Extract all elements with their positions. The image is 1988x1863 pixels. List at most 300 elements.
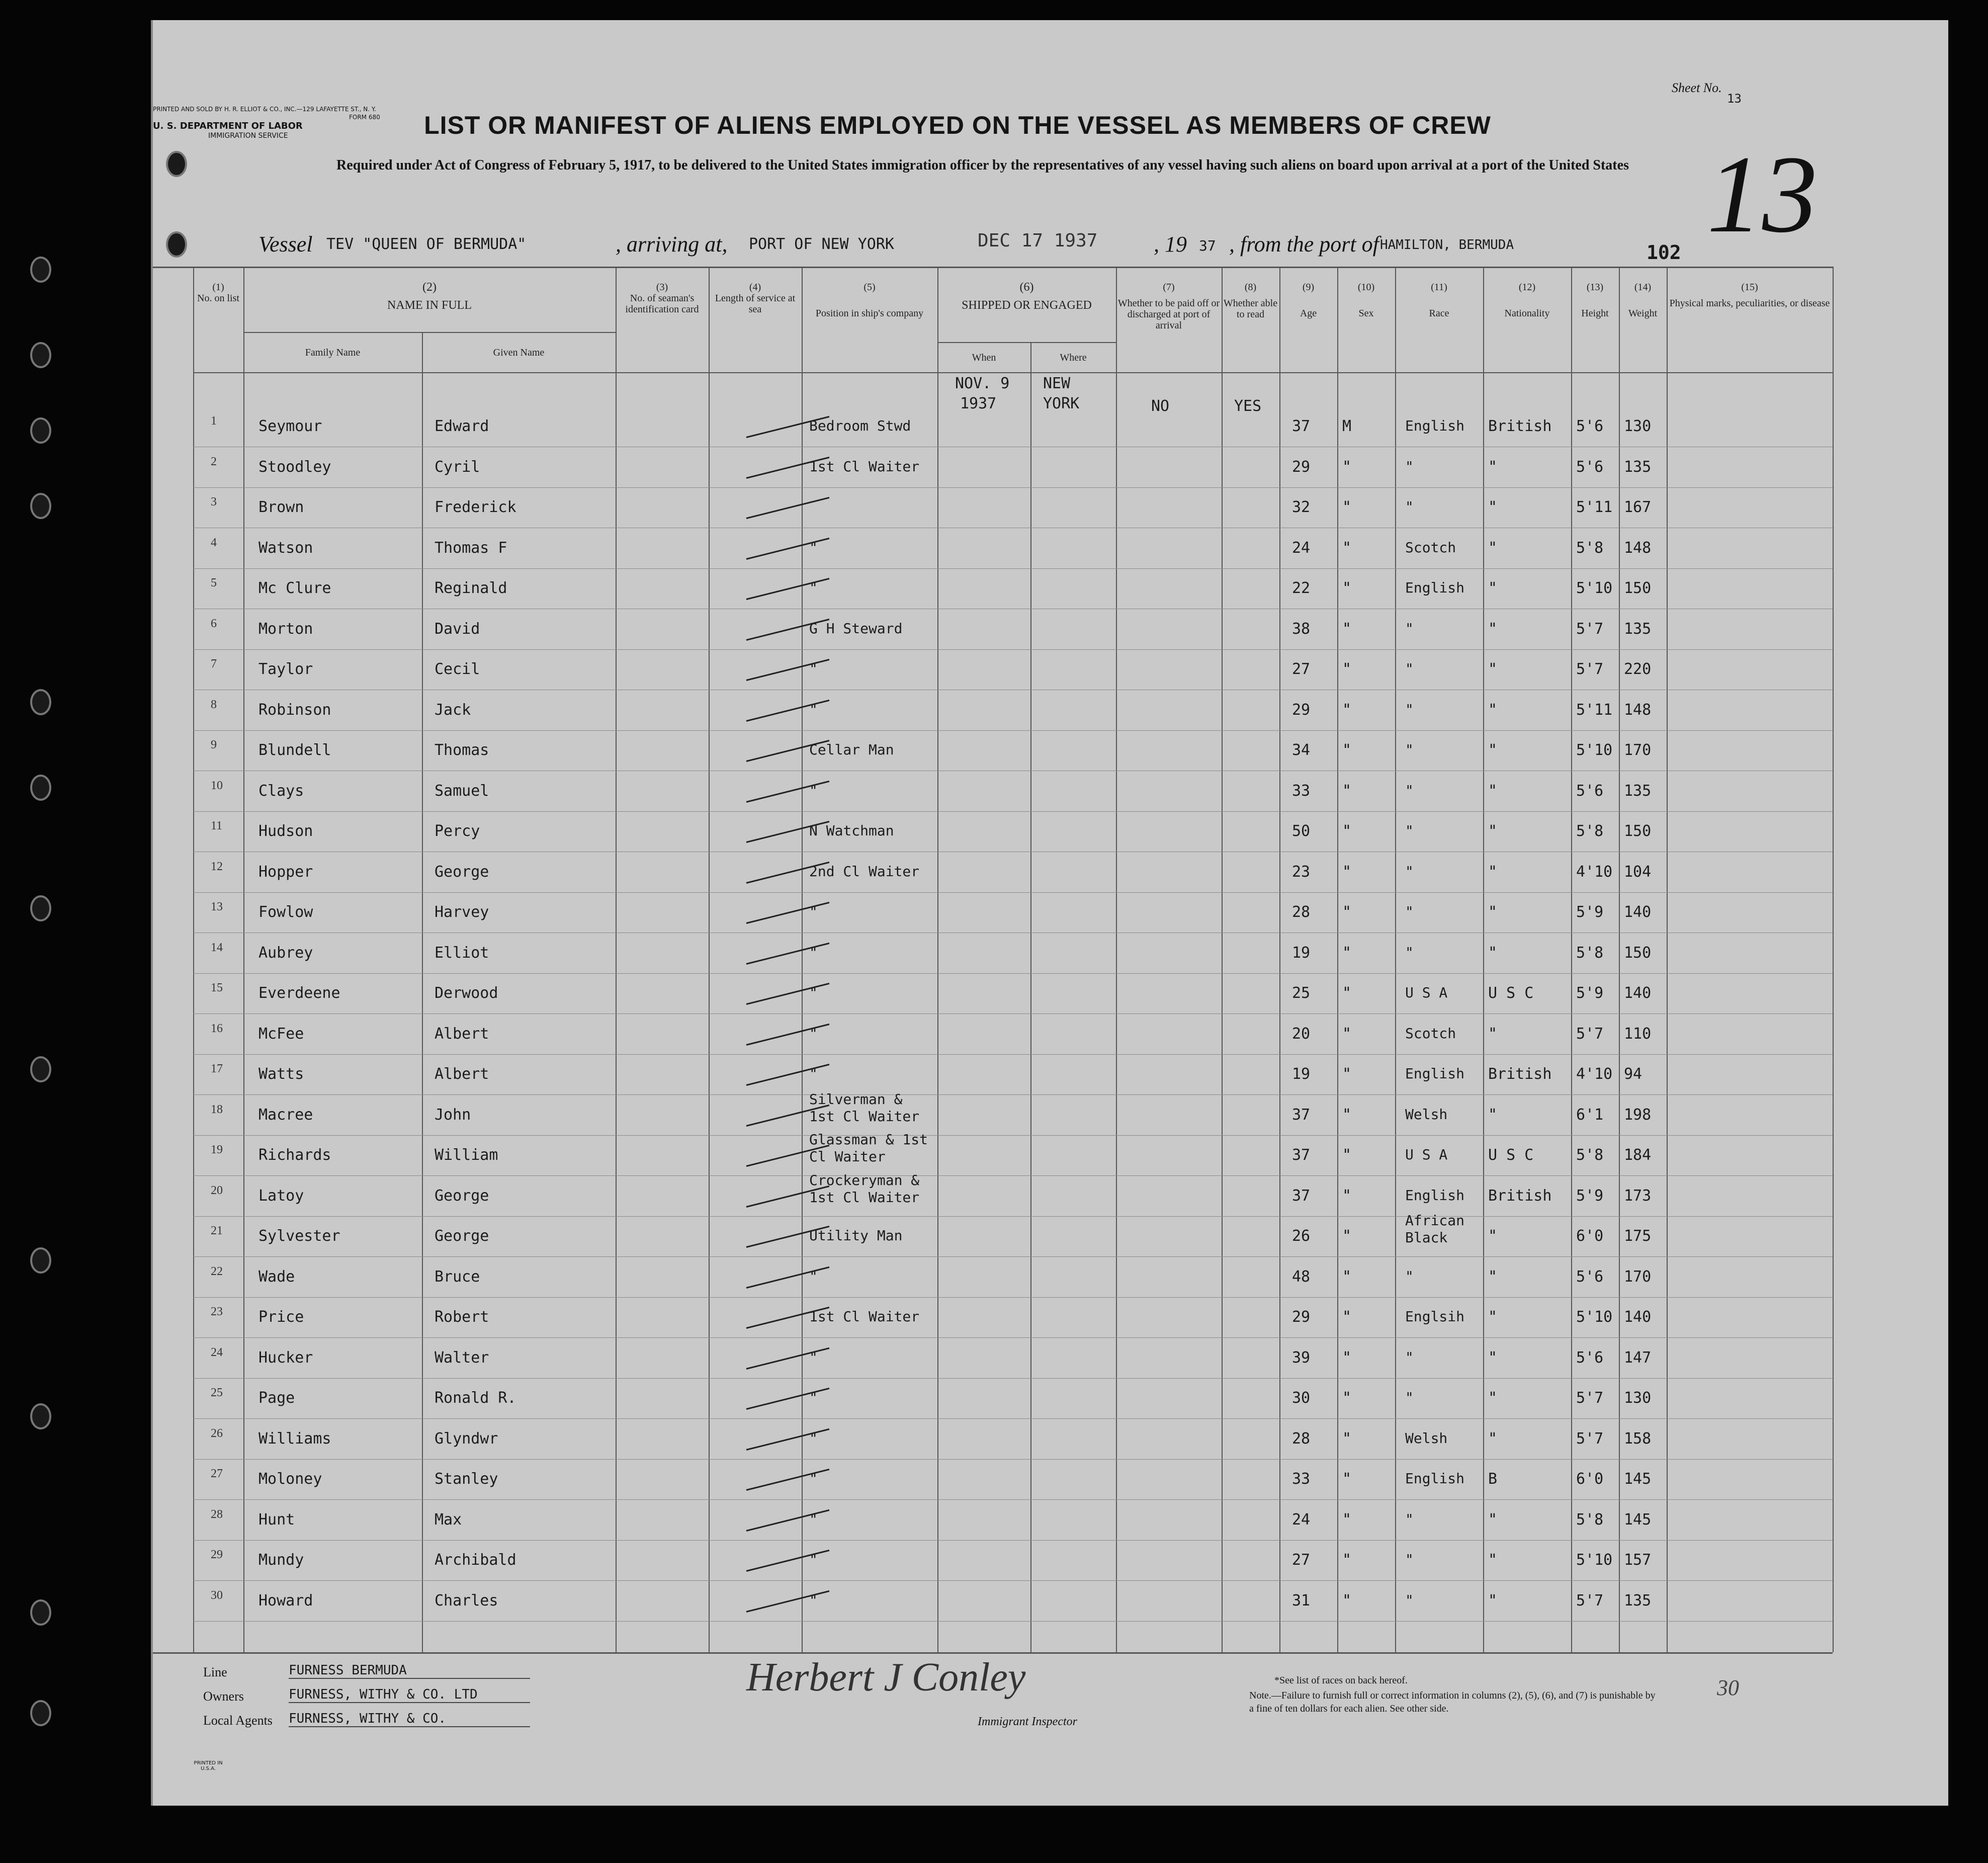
- department: U. S. DEPARTMENT OF LABOR: [153, 121, 303, 131]
- height: 5'8: [1576, 539, 1604, 557]
- col-divider-7: [1116, 267, 1117, 1652]
- family-name: Price: [258, 1308, 304, 1326]
- shipped-where-line1: NEW: [1043, 375, 1071, 392]
- family-name: Mc Clure: [258, 579, 331, 597]
- shipped-sub-rule: [937, 342, 1116, 343]
- sex: ": [1342, 701, 1352, 719]
- weight: 140: [1624, 1308, 1652, 1326]
- age: 29: [1292, 701, 1311, 719]
- race: Welsh: [1405, 1106, 1448, 1123]
- weight: 198: [1624, 1106, 1652, 1124]
- subcol-when: When: [972, 352, 996, 363]
- nationality: ": [1488, 1348, 1498, 1367]
- binder-hole: [30, 493, 51, 519]
- page-title: LIST OR MANIFEST OF ALIENS EMPLOYED ON THE VESSEL AS MEMBERS OF CREW: [424, 111, 1491, 139]
- printer-line: PRINTED AND SOLD BY H. R. ELLIOT & CO., INC.—129 LAFAYETTE ST., N. Y.: [153, 106, 376, 113]
- family-name: Page: [258, 1389, 295, 1407]
- nationality: ": [1488, 701, 1498, 719]
- row-number: 16: [211, 1022, 223, 1035]
- given-name: Samuel: [435, 782, 489, 800]
- race: African Black: [1405, 1212, 1465, 1246]
- height: 5'7: [1576, 620, 1604, 638]
- height: 5'8: [1576, 1510, 1604, 1529]
- position: ": [809, 1065, 818, 1082]
- weight: 104: [1624, 863, 1652, 881]
- nationality: U S C: [1488, 1146, 1534, 1164]
- row-number: 1: [211, 414, 217, 428]
- total-count: 30: [1717, 1675, 1739, 1700]
- position: 1st Cl Waiter: [809, 1308, 920, 1325]
- given-name: Robert: [435, 1308, 489, 1326]
- from-label: , from the port of: [1229, 232, 1379, 257]
- nationality: ": [1488, 782, 1498, 800]
- given-name: Stanley: [435, 1470, 498, 1488]
- race: Welsh: [1405, 1429, 1448, 1447]
- height: 5'7: [1576, 660, 1604, 678]
- age: 29: [1292, 458, 1311, 476]
- race: English: [1405, 417, 1465, 434]
- row-number: 5: [211, 576, 217, 589]
- line-label: Line: [203, 1665, 227, 1679]
- given-name: John: [435, 1106, 471, 1124]
- family-name: Hunt: [258, 1510, 295, 1529]
- given-name: Thomas F: [435, 539, 507, 557]
- given-name: Ronald R.: [435, 1389, 516, 1407]
- row-number: 9: [211, 738, 217, 751]
- family-name: Williams: [258, 1429, 331, 1448]
- age: 23: [1292, 863, 1311, 881]
- row-number: 3: [211, 495, 217, 509]
- sex: ": [1342, 944, 1352, 962]
- race: ": [1405, 660, 1414, 677]
- nationality: ": [1488, 822, 1498, 840]
- race: ": [1405, 498, 1414, 515]
- race: ": [1405, 1348, 1414, 1366]
- owners-label: Owners: [203, 1689, 244, 1704]
- position: G H Steward: [809, 620, 903, 637]
- given-name: Jack: [435, 701, 471, 719]
- year-prefix: , 19: [1154, 232, 1187, 257]
- age: 24: [1292, 1510, 1311, 1529]
- row-rule: [193, 1540, 1833, 1541]
- family-name: Moloney: [258, 1470, 322, 1488]
- race: ": [1405, 1510, 1414, 1528]
- given-name: Charles: [435, 1591, 498, 1610]
- weight: 170: [1624, 1267, 1652, 1286]
- height: 5'7: [1576, 1025, 1604, 1043]
- binder-hole: [30, 689, 51, 715]
- binder-hole: [30, 257, 51, 283]
- height: 5'8: [1576, 944, 1604, 962]
- col-divider-11: [1395, 267, 1396, 1652]
- position: ": [809, 782, 818, 799]
- nationality: ": [1488, 539, 1498, 557]
- height: 5'9: [1576, 903, 1604, 921]
- height: 4'10: [1576, 1065, 1613, 1083]
- col-header-5: (5) Position in ship's company: [815, 282, 924, 319]
- position: N Watchman: [809, 822, 894, 839]
- family-name: Stoodley: [258, 458, 331, 476]
- row-number: 11: [211, 819, 223, 832]
- race: English: [1405, 1065, 1465, 1082]
- given-name: Bruce: [435, 1267, 480, 1286]
- age: 37: [1292, 417, 1311, 435]
- nationality: ": [1488, 1308, 1498, 1326]
- weight: 157: [1624, 1551, 1652, 1569]
- row-rule: [193, 1297, 1833, 1298]
- binder-hole: [30, 417, 51, 444]
- position: Crockeryman & 1st Cl Waiter: [809, 1171, 920, 1206]
- sex: ": [1342, 660, 1352, 678]
- form-number: FORM 680: [349, 114, 380, 121]
- nationality: ": [1488, 458, 1498, 476]
- row-rule: [193, 1378, 1833, 1379]
- row-rule: [193, 487, 1833, 488]
- col-divider-14: [1619, 267, 1620, 1652]
- position: ": [809, 1348, 818, 1366]
- table-top-rule: [153, 267, 1833, 268]
- given-name: George: [435, 1227, 489, 1245]
- row-rule: [193, 1337, 1833, 1338]
- age: 37: [1292, 1146, 1311, 1164]
- position: 2nd Cl Waiter: [809, 863, 920, 880]
- family-name: Everdeene: [258, 984, 340, 1002]
- row-number: 10: [211, 779, 223, 792]
- line-value: FURNESS BERMUDA: [289, 1663, 530, 1679]
- race: Scotch: [1405, 539, 1456, 556]
- race: U S A: [1405, 984, 1448, 1001]
- weight: 158: [1624, 1429, 1652, 1448]
- position: Silverman & 1st Cl Waiter: [809, 1090, 920, 1125]
- binder-hole: [30, 775, 51, 801]
- col-header-10: (10) Sex: [1357, 282, 1375, 319]
- col-header-15: (15) Physical marks, peculiarities, or disease: [1669, 282, 1830, 309]
- row-number: 24: [211, 1345, 223, 1359]
- row-number: 4: [211, 536, 217, 549]
- position: Bedroom Stwd: [809, 417, 911, 434]
- weight: 135: [1624, 620, 1652, 638]
- row-rule: [193, 649, 1833, 650]
- shipped-where-line2: YORK: [1043, 395, 1080, 412]
- weight: 167: [1624, 498, 1652, 516]
- position: Utility Man: [809, 1227, 903, 1244]
- nationality: ": [1488, 1106, 1498, 1124]
- height: 5'10: [1576, 741, 1613, 759]
- height: 5'6: [1576, 417, 1604, 435]
- row-number: 26: [211, 1426, 223, 1440]
- subcol-given: Given Name: [493, 347, 545, 358]
- height: 6'0: [1576, 1227, 1604, 1245]
- header-bottom-rule: [193, 372, 1833, 373]
- id-card-tick-mark: [746, 497, 830, 519]
- row-number: 21: [211, 1224, 223, 1237]
- vessel-label: Vessel: [258, 232, 313, 257]
- row-number: 18: [211, 1103, 223, 1116]
- race: ": [1405, 1551, 1414, 1568]
- given-name: Albert: [435, 1065, 489, 1083]
- height: 5'10: [1576, 1308, 1613, 1326]
- age: 48: [1292, 1267, 1311, 1286]
- sex: ": [1342, 822, 1352, 840]
- nationality: British: [1488, 417, 1552, 435]
- arrival-date: DEC 17 1937: [978, 230, 1098, 251]
- binder-hole: [30, 1599, 51, 1626]
- age: 28: [1292, 903, 1311, 921]
- row-number: 19: [211, 1143, 223, 1156]
- position: ": [809, 701, 818, 718]
- age: 30: [1292, 1389, 1311, 1407]
- position: ": [809, 1025, 818, 1042]
- height: 5'8: [1576, 822, 1604, 840]
- height: 4'10: [1576, 863, 1613, 881]
- sex: ": [1342, 1146, 1352, 1164]
- shipped-when-line2: 1937: [960, 395, 997, 412]
- family-name: Howard: [258, 1591, 313, 1610]
- col-header-6: (6) SHIPPED OR ENGAGED: [962, 281, 1092, 312]
- row-rule: [193, 1175, 1833, 1176]
- given-name: Glyndwr: [435, 1429, 498, 1448]
- col-divider-5: [802, 267, 803, 1652]
- sheet-label: Sheet No.: [1672, 80, 1722, 95]
- family-name: Blundell: [258, 741, 331, 759]
- given-name: George: [435, 1187, 489, 1205]
- col-header-9: (9) Age: [1300, 282, 1317, 319]
- family-name: Fowlow: [258, 903, 313, 921]
- sex: ": [1342, 1025, 1352, 1043]
- able-to-read-first: YES: [1234, 397, 1262, 415]
- nationality: ": [1488, 741, 1498, 759]
- weight: 145: [1624, 1470, 1652, 1488]
- height: 5'9: [1576, 984, 1604, 1002]
- manifest-sheet: [151, 20, 1948, 1806]
- nationality: ": [1488, 1591, 1498, 1610]
- position: ": [809, 1470, 818, 1487]
- row-rule: [193, 1499, 1833, 1500]
- col-header-12: (12) Nationality: [1504, 282, 1550, 319]
- binder-hole: [30, 1403, 51, 1429]
- nationality: British: [1488, 1065, 1552, 1083]
- race: ": [1405, 782, 1414, 799]
- row-number: 20: [211, 1183, 223, 1197]
- shipped-when-line1: NOV. 9: [955, 375, 1010, 392]
- row-rule: [193, 1135, 1833, 1136]
- sex: ": [1342, 1429, 1352, 1448]
- weight: 170: [1624, 741, 1652, 759]
- sheet-number: 13: [1727, 92, 1742, 106]
- row-rule: [193, 1621, 1833, 1622]
- row-number: 8: [211, 698, 217, 711]
- sex: ": [1342, 1267, 1352, 1286]
- page-subtitle: Required under Act of Congress of February 5, 1917, to be delivered to the United States immigration officer by the representatives of any vessel having such aliens on board upon arrival at a port of the United States: [336, 157, 1629, 173]
- sex: ": [1342, 458, 1352, 476]
- nationality: ": [1488, 579, 1498, 597]
- nationality: U S C: [1488, 984, 1534, 1002]
- inspector-signature: Herbert J Conley: [746, 1655, 1026, 1700]
- sex: ": [1342, 1470, 1352, 1488]
- weight: 147: [1624, 1348, 1652, 1367]
- weight: 110: [1624, 1025, 1652, 1043]
- vessel-name: TEV "QUEEN OF BERMUDA": [326, 235, 527, 253]
- sex: ": [1342, 539, 1352, 557]
- col-divider-16: [1833, 267, 1834, 1652]
- weight: 140: [1624, 984, 1652, 1002]
- age: 19: [1292, 1065, 1311, 1083]
- row-rule: [193, 811, 1833, 812]
- binder-hole: [30, 895, 51, 921]
- sex: ": [1342, 1106, 1352, 1124]
- age: 29: [1292, 1308, 1311, 1326]
- row-rule: [193, 1580, 1833, 1581]
- col-header-11: (11) Race: [1429, 282, 1449, 319]
- row-rule: [193, 1459, 1833, 1460]
- race: ": [1405, 701, 1414, 718]
- weight: 135: [1624, 782, 1652, 800]
- row-rule: [193, 1054, 1833, 1055]
- sex: ": [1342, 863, 1352, 881]
- row-rule: [193, 892, 1833, 893]
- age: 27: [1292, 660, 1311, 678]
- row-number: 14: [211, 941, 223, 954]
- weight: 173: [1624, 1187, 1652, 1205]
- given-name: Harvey: [435, 903, 489, 921]
- col-divider-6b: [1030, 342, 1031, 1652]
- weight: 130: [1624, 1389, 1652, 1407]
- sex: ": [1342, 1348, 1352, 1367]
- row-number: 28: [211, 1507, 223, 1521]
- age: 50: [1292, 822, 1311, 840]
- sex: ": [1342, 1510, 1352, 1529]
- sex: ": [1342, 984, 1352, 1002]
- row-rule: [193, 730, 1833, 731]
- family-name: Taylor: [258, 660, 313, 678]
- position: ": [809, 1591, 818, 1608]
- col-header-8: (8) Whether able to read: [1223, 282, 1278, 320]
- family-name: Latoy: [258, 1187, 304, 1205]
- binder-hole: [30, 1056, 51, 1082]
- col-divider-9: [1279, 267, 1280, 1652]
- race: ": [1405, 944, 1414, 961]
- col-header-7: (7) Whether to be paid off or discharged at port of arrival: [1117, 282, 1220, 331]
- family-name: Hucker: [258, 1348, 313, 1367]
- height: 5'6: [1576, 458, 1604, 476]
- position: ": [809, 1551, 818, 1568]
- position: 1st Cl Waiter: [809, 458, 920, 475]
- sex: ": [1342, 579, 1352, 597]
- nationality: ": [1488, 1227, 1498, 1245]
- weight: 184: [1624, 1146, 1652, 1164]
- row-number: 27: [211, 1467, 223, 1480]
- binder-hole: [30, 1247, 51, 1274]
- race: English: [1405, 579, 1465, 596]
- weight: 150: [1624, 944, 1652, 962]
- age: 20: [1292, 1025, 1311, 1043]
- printed-mark: PRINTED IN U.S.A.: [194, 1760, 223, 1771]
- race: English: [1405, 1470, 1465, 1487]
- age: 38: [1292, 620, 1311, 638]
- sex: ": [1342, 1187, 1352, 1205]
- sex: M: [1342, 417, 1352, 435]
- row-number: 29: [211, 1548, 223, 1561]
- weight: 145: [1624, 1510, 1652, 1529]
- nationality: ": [1488, 1510, 1498, 1529]
- height: 5'6: [1576, 782, 1604, 800]
- age: 33: [1292, 782, 1311, 800]
- col-divider-8: [1222, 267, 1223, 1652]
- family-name: Clays: [258, 782, 304, 800]
- col-divider-13: [1571, 267, 1572, 1652]
- age: 26: [1292, 1227, 1311, 1245]
- position: ": [809, 579, 818, 596]
- weight: 150: [1624, 822, 1652, 840]
- position: ": [809, 660, 818, 677]
- row-rule: [193, 568, 1833, 569]
- race: Scotch: [1405, 1025, 1456, 1042]
- row-rule: [193, 1013, 1833, 1014]
- col-divider-1: [193, 267, 194, 1652]
- row-number: 23: [211, 1305, 223, 1318]
- race: ": [1405, 822, 1414, 839]
- given-name: David: [435, 620, 480, 638]
- col-divider-3: [616, 267, 617, 1652]
- race: ": [1405, 903, 1414, 920]
- sex: ": [1342, 1389, 1352, 1407]
- given-name: Percy: [435, 822, 480, 840]
- nationality: ": [1488, 1551, 1498, 1569]
- col-divider-2: [243, 267, 244, 1652]
- col-divider-10: [1337, 267, 1338, 1652]
- subcol-family: Family Name: [305, 347, 361, 358]
- weight: 135: [1624, 1591, 1652, 1610]
- name-sub-rule: [243, 332, 616, 333]
- given-name: Cyril: [435, 458, 480, 476]
- service: IMMIGRATION SERVICE: [208, 132, 288, 140]
- col-divider-4: [709, 267, 710, 1652]
- row-number: 22: [211, 1264, 223, 1278]
- age: 24: [1292, 539, 1311, 557]
- race: ": [1405, 1389, 1414, 1406]
- row-rule: [193, 1094, 1833, 1095]
- race: ": [1405, 1591, 1414, 1608]
- row-number: 6: [211, 617, 217, 630]
- sex: ": [1342, 1065, 1352, 1083]
- nationality: ": [1488, 1025, 1498, 1043]
- family-name: Macree: [258, 1106, 313, 1124]
- row-number: 25: [211, 1386, 223, 1399]
- row-rule: [193, 1418, 1833, 1419]
- height: 5'7: [1576, 1591, 1604, 1610]
- col-header-4: (4) Length of service at sea: [715, 282, 796, 315]
- row-number: 7: [211, 657, 217, 670]
- position: Cellar Man: [809, 741, 894, 758]
- nationality: ": [1488, 660, 1498, 678]
- position: ": [809, 903, 818, 920]
- nationality: ": [1488, 1267, 1498, 1286]
- nationality: ": [1488, 1389, 1498, 1407]
- height: 5'6: [1576, 1348, 1604, 1367]
- height: 5'11: [1576, 498, 1613, 516]
- weight: 135: [1624, 458, 1652, 476]
- position: ": [809, 1429, 818, 1447]
- ref-number: 102: [1647, 241, 1681, 264]
- weight: 94: [1624, 1065, 1643, 1083]
- given-name: Walter: [435, 1348, 489, 1367]
- weight: 148: [1624, 701, 1652, 719]
- position: ": [809, 984, 818, 1001]
- col-header-14: (14) Weight: [1628, 282, 1658, 319]
- family-name: Brown: [258, 498, 304, 516]
- weight: 220: [1624, 660, 1652, 678]
- race: English: [1405, 1187, 1465, 1204]
